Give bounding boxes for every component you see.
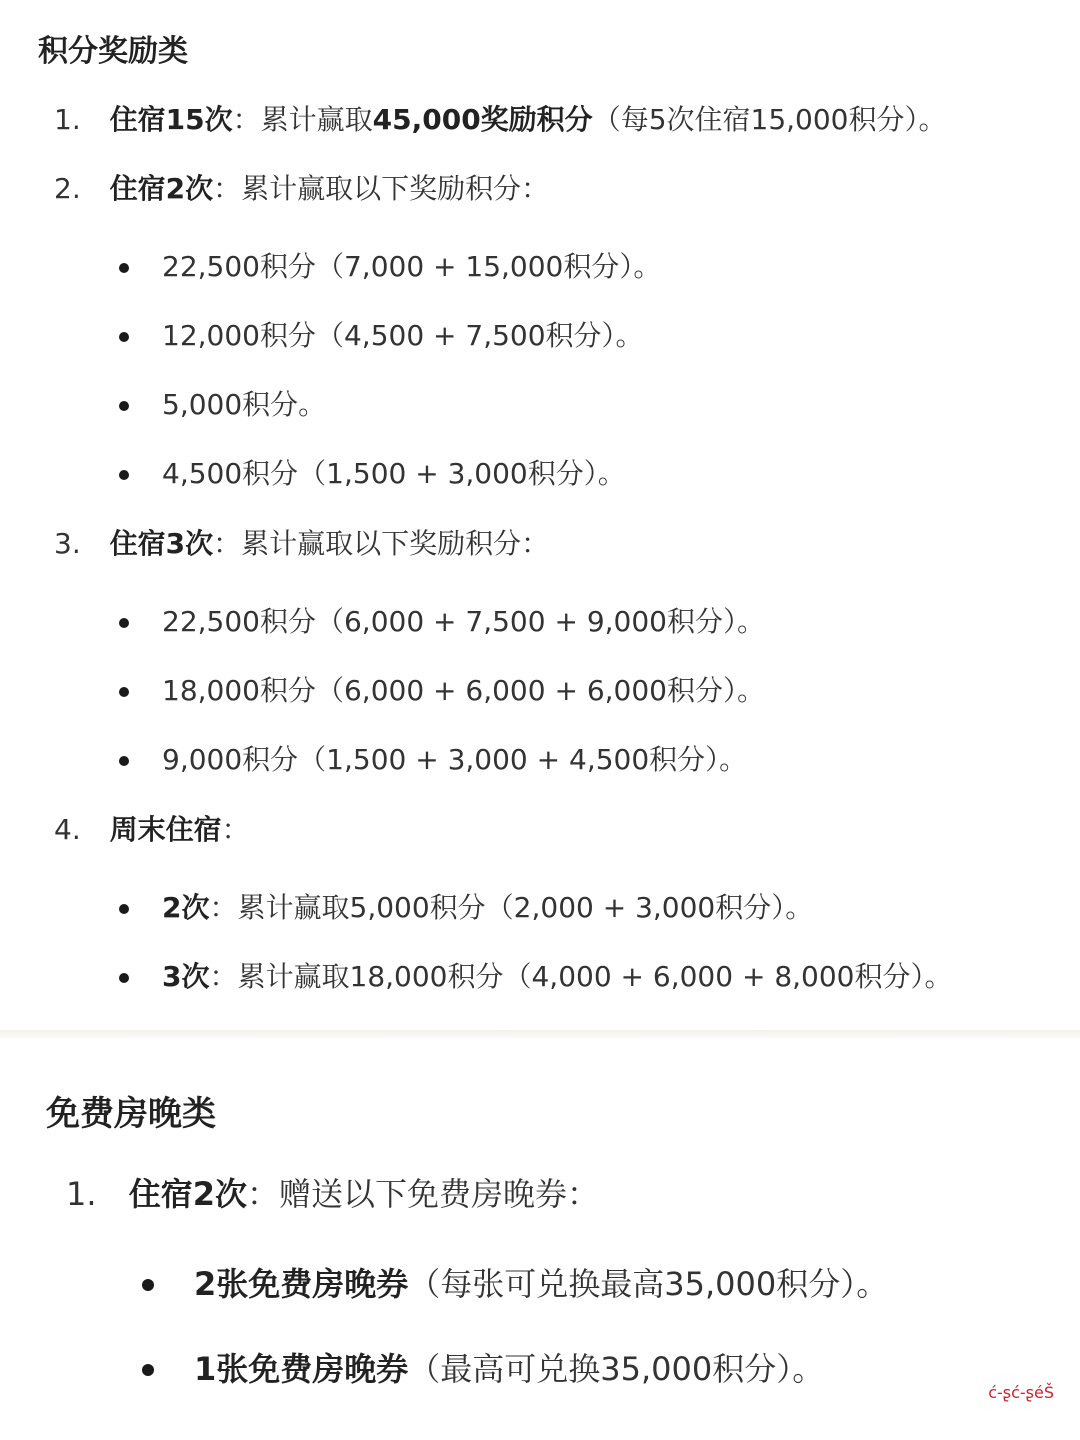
item-colon: ： xyxy=(246,1175,279,1213)
item-label: 住宿2次 xyxy=(128,1175,247,1213)
item-label: 住宿2次 xyxy=(109,172,214,205)
item-text: 累计赢取 xyxy=(260,103,373,136)
list-item xyxy=(162,957,952,997)
list-item: 12,000积分（4,500 + 7,500积分）。 xyxy=(162,319,644,352)
item-label: 周末住宿 xyxy=(109,813,222,846)
bullet-icon xyxy=(119,618,129,628)
bullet-icon xyxy=(119,687,129,697)
list-item-1 xyxy=(66,1172,599,1216)
list-item xyxy=(194,1262,888,1306)
item-number: 2. xyxy=(54,172,81,205)
item-text: （每张可兑换最高35,000积分）。 xyxy=(408,1265,889,1303)
section-divider xyxy=(0,1030,1080,1038)
bullet-icon xyxy=(119,401,129,411)
item-text: 累计赢取18,000积分（4,000 + 6,000 + 8,000积分）。 xyxy=(237,960,953,993)
list-item-4 xyxy=(54,810,250,850)
list-item: 5,000积分。 xyxy=(162,388,327,421)
list-item-1 xyxy=(54,100,946,140)
list-item-2 xyxy=(54,169,549,209)
bullet-icon xyxy=(119,470,129,480)
item-label: 住宿15次 xyxy=(109,103,233,136)
item-number: 1. xyxy=(66,1175,97,1213)
item-colon: ： xyxy=(221,813,250,846)
section-heading-free-nights: 免费房晚类 xyxy=(46,1094,216,1134)
item-text: 赠送以下免费房晚券： xyxy=(279,1175,600,1213)
bullet-icon xyxy=(142,1279,154,1291)
item-colon: ： xyxy=(213,172,242,205)
item-number: 3. xyxy=(54,527,81,560)
item-label: 3次 xyxy=(162,960,210,993)
list-item-3 xyxy=(54,524,549,564)
item-label: 1张免费房晚券 xyxy=(194,1350,409,1388)
list-item: 9,000积分（1,500 + 3,000 + 4,500积分）。 xyxy=(162,743,748,776)
item-label: 2张免费房晚券 xyxy=(194,1265,409,1303)
bullet-icon xyxy=(119,973,129,983)
bullet-icon xyxy=(119,332,129,342)
bullet-icon xyxy=(142,1364,154,1376)
section-heading-points: 积分奖励类 xyxy=(38,34,188,69)
item-text: 累计赢取5,000积分（2,000 + 3,000积分）。 xyxy=(237,891,814,924)
item-colon: ： xyxy=(209,891,238,924)
item-number: 4. xyxy=(54,813,81,846)
item-text: 累计赢取以下奖励积分： xyxy=(241,527,550,560)
bullet-icon xyxy=(119,263,129,273)
item-label: 住宿3次 xyxy=(109,527,214,560)
list-item xyxy=(162,888,813,928)
item-text-note: （每5次住宿15,000积分）。 xyxy=(592,103,947,136)
item-text: （最高可兑换35,000积分）。 xyxy=(408,1350,825,1388)
watermark: ć-ʂć-ʂéŠ xyxy=(988,1383,1054,1402)
item-label: 2次 xyxy=(162,891,210,924)
item-number: 1. xyxy=(54,103,81,136)
list-item: 22,500积分（6,000 + 7,500 + 9,000积分）。 xyxy=(162,605,765,638)
bullet-icon xyxy=(119,756,129,766)
list-item: 18,000积分（6,000 + 6,000 + 6,000积分）。 xyxy=(162,674,765,707)
item-text: 累计赢取以下奖励积分： xyxy=(241,172,550,205)
list-item: 4,500积分（1,500 + 3,000积分）。 xyxy=(162,457,626,490)
list-item: 22,500积分（7,000 + 15,000积分）。 xyxy=(162,250,662,283)
list-item xyxy=(194,1347,824,1391)
item-colon: ： xyxy=(232,103,261,136)
item-colon: ： xyxy=(213,527,242,560)
bullet-icon xyxy=(119,904,129,914)
item-bold-amount: 45,000奖励积分 xyxy=(372,103,593,136)
item-colon: ： xyxy=(209,960,238,993)
